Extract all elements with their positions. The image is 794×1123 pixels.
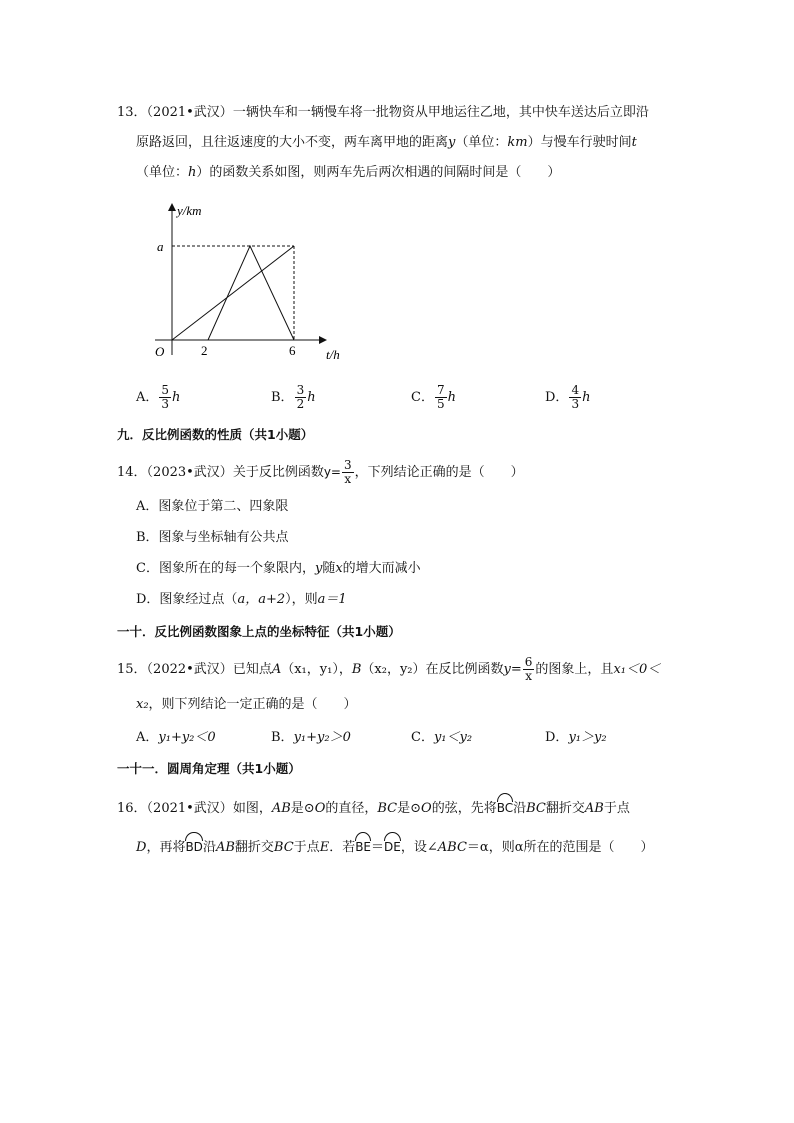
- q16-t14: ，设∠: [400, 840, 438, 855]
- q13-option-d[interactable]: [545, 384, 590, 411]
- q16-t12: 于点: [293, 840, 320, 855]
- q16-t8: 于点: [603, 801, 630, 816]
- q13-text-2c: ）与慢车行驶时间: [527, 135, 632, 150]
- q15-point-a: A: [271, 662, 282, 677]
- q16-t2: 是⊙: [290, 801, 315, 816]
- q16-line-2: [136, 835, 653, 858]
- q14-fraction: [342, 459, 354, 486]
- q16-t13: ．若: [329, 840, 356, 855]
- q14-option-a[interactable]: A．图象位于第二、四象限: [136, 499, 289, 514]
- q16-arc-bc: BC: [497, 796, 513, 818]
- q16-number: 16．: [117, 801, 147, 816]
- fraction-den: x: [525, 669, 532, 683]
- q15-b-coords: （x₂，y₂）: [361, 662, 426, 677]
- q16-d: D: [136, 840, 147, 855]
- q16-t7: 翻折交: [545, 801, 585, 816]
- q13-text-3a: （单位：: [136, 165, 189, 180]
- q15-option-d[interactable]: [545, 728, 607, 748]
- option-unit: h: [582, 390, 591, 405]
- option-expr: y₁+y₂＜0: [158, 730, 216, 745]
- fraction: [159, 384, 171, 411]
- q15-text-a: 已知点: [232, 662, 272, 677]
- origin-label: O: [155, 344, 165, 359]
- q15-text-c: 的图象上，且: [535, 662, 614, 677]
- tick-6-label: 6: [289, 343, 296, 358]
- option-letter: B．: [271, 730, 294, 745]
- q14-option-c[interactable]: [136, 559, 421, 579]
- q16-e: E: [319, 840, 330, 855]
- q16-ab: AB: [271, 801, 291, 816]
- q16-abc: ABC: [437, 840, 467, 855]
- option-unit: h: [447, 390, 456, 405]
- option-expr: y₁+y₂＞0: [293, 730, 351, 745]
- fraction-den: 3: [161, 397, 170, 411]
- q13-option-b[interactable]: [271, 384, 316, 411]
- q14-option-d[interactable]: [136, 590, 347, 610]
- q16-source: （2021•武汉）: [146, 801, 233, 816]
- q16-bc-2: BC: [526, 801, 546, 816]
- q13-y-var: y: [448, 135, 456, 150]
- q16-eq: ＝: [371, 840, 385, 855]
- x-axis-label: t/h: [326, 347, 340, 362]
- q14-opt-d-a: D．图象经过点（: [136, 592, 238, 607]
- option-letter: A．: [136, 390, 159, 405]
- q15-number: 15．: [117, 662, 147, 677]
- a-label: a: [157, 239, 164, 254]
- option-letter: C．: [411, 390, 434, 405]
- q15-line2-text: ，则下列结论一定正确的是（ ）: [148, 697, 357, 712]
- section-heading-11: 一十一．圆周角定理（共1小题）: [117, 761, 301, 776]
- section-heading-9: 九．反比例函数的性质（共1小题）: [117, 427, 314, 442]
- q14-number: 14．: [117, 465, 147, 480]
- fraction: [435, 384, 447, 411]
- q16-t3: 的直径，: [325, 801, 378, 816]
- option-letter: D．: [545, 730, 569, 745]
- q15-cond: x₁＜0＜: [613, 662, 661, 677]
- option-expr: y₁＜y₂: [433, 730, 473, 745]
- q13-line-3: [136, 163, 560, 183]
- q13-text-3b: ）的函数关系如图，则两车先后两次相遇的间隔时间是（ ）: [196, 165, 561, 180]
- q16-bc: BC: [377, 801, 398, 816]
- q13-h: h: [188, 165, 197, 180]
- q13-t-var: t: [631, 135, 637, 150]
- section-heading-10: 一十．反比例函数图象上点的坐标特征（共1小题）: [117, 624, 401, 639]
- q14-opt-d-c: a＝1: [317, 592, 347, 607]
- q16-arc-be: BE: [355, 835, 371, 857]
- q13-line-2: [136, 133, 637, 153]
- q14-opt-d-point: a，a+2: [237, 592, 286, 607]
- q14-opt-c-x: x: [335, 561, 343, 576]
- q16-t1: 如图，: [232, 801, 272, 816]
- option-letter: C．: [411, 730, 434, 745]
- fraction-num: 6: [524, 655, 533, 669]
- fraction-num: 5: [161, 383, 170, 397]
- q14-opt-c-a: C．图象所在的每一个象限内，: [136, 561, 315, 576]
- fraction-num: 4: [571, 383, 580, 397]
- q16-t11: 翻折交: [234, 840, 274, 855]
- q14-opt-c-c: 的增大而减小: [342, 561, 421, 576]
- q16-bc-3: BC: [273, 840, 294, 855]
- q16-arc-de: DE: [384, 835, 401, 857]
- q16-t6: 沿: [513, 801, 527, 816]
- fraction-num: 3: [343, 458, 352, 472]
- option-letter: A．: [136, 730, 159, 745]
- option-unit: h: [307, 390, 316, 405]
- q13-graph: [135, 195, 365, 365]
- q15-source: （2022•武汉）: [146, 662, 233, 677]
- slow-car-line: [172, 246, 294, 340]
- q13-text-2a: 原路返回，且往返速度的大小不变，两车离甲地的距离: [136, 135, 449, 150]
- q16-t5: 的弦，先将: [431, 801, 497, 816]
- q14-opt-c-b: 随: [322, 561, 336, 576]
- q16-o-2: O: [421, 801, 432, 816]
- q13-km: km: [507, 135, 528, 150]
- q13-number: 13．: [117, 105, 147, 120]
- q16-line-1: [117, 796, 630, 819]
- option-letter: D．: [545, 390, 569, 405]
- q15-func-lhs: y=: [503, 662, 522, 677]
- fraction-den: 3: [571, 397, 580, 411]
- fraction: [295, 384, 307, 411]
- q15-option-a[interactable]: [136, 728, 216, 748]
- q14-option-b[interactable]: B．图象与坐标轴有公共点: [136, 530, 289, 545]
- q15-point-b: B: [351, 662, 362, 677]
- fast-car-line: [208, 246, 294, 340]
- tick-2-label: 2: [201, 343, 208, 358]
- q13-text-1: 一辆快车和一辆慢车将一批物资从甲地运往乙地，其中快车送达后立即沿: [232, 105, 649, 120]
- q15-option-c[interactable]: [411, 728, 472, 748]
- q16-o: O: [314, 801, 326, 816]
- q16-ab-2: AB: [584, 801, 604, 816]
- fraction: [569, 384, 581, 411]
- q16-t9: ，再将: [146, 840, 186, 855]
- option-unit: h: [172, 390, 181, 405]
- q13-source: （2021•武汉）: [146, 105, 233, 120]
- fraction-den: 2: [296, 397, 305, 411]
- q16-arc-bd: BD: [185, 835, 202, 857]
- fraction-den: 5: [436, 397, 445, 411]
- q14-func-lhs: y=: [323, 465, 341, 479]
- q13-text-2b: （单位：: [455, 135, 508, 150]
- y-axis-label: y/km: [177, 203, 202, 218]
- option-letter: B．: [271, 390, 294, 405]
- q15-a-coords: （x₁，y₁）: [281, 662, 339, 677]
- q13-option-a[interactable]: [136, 384, 180, 411]
- q15-text-b: 在反比例函数: [425, 662, 504, 677]
- q16-t15: ＝α，则α所在的范围是（ ）: [466, 840, 654, 855]
- fraction-den: x: [344, 472, 352, 486]
- q14-source: （2023•武汉）: [146, 465, 233, 480]
- q16-t4: 是⊙: [397, 801, 422, 816]
- fraction-num: 7: [436, 383, 445, 397]
- q14-opt-d-b: ），则: [285, 592, 318, 607]
- q15-line-2: [136, 695, 357, 715]
- q15-fraction: [523, 656, 535, 683]
- q13-option-c[interactable]: [411, 384, 456, 411]
- option-expr: y₁＞y₂: [568, 730, 607, 745]
- fraction-num: 3: [296, 383, 305, 397]
- q15-line-1: 15．（2022•武汉）已知点A（x₁，y₁），B（x₂，y₂）在反比例函数y= $\frac{6}{x}$ 的图象上，且x₁＜0＜: [117, 655, 661, 683]
- q16-t10: 沿: [202, 840, 216, 855]
- q14-text-a: 关于反比例函数: [232, 465, 324, 480]
- q16-ab-3: AB: [215, 840, 235, 855]
- q15-option-b[interactable]: [271, 728, 351, 748]
- q15-line2-cond: x₂: [136, 697, 149, 712]
- q14-text-b: ，下列结论正确的是（ ）: [354, 465, 524, 480]
- q13-line-1: [117, 103, 649, 123]
- q14-opt-c-y: y: [314, 561, 323, 576]
- q14-line-1: [117, 459, 524, 486]
